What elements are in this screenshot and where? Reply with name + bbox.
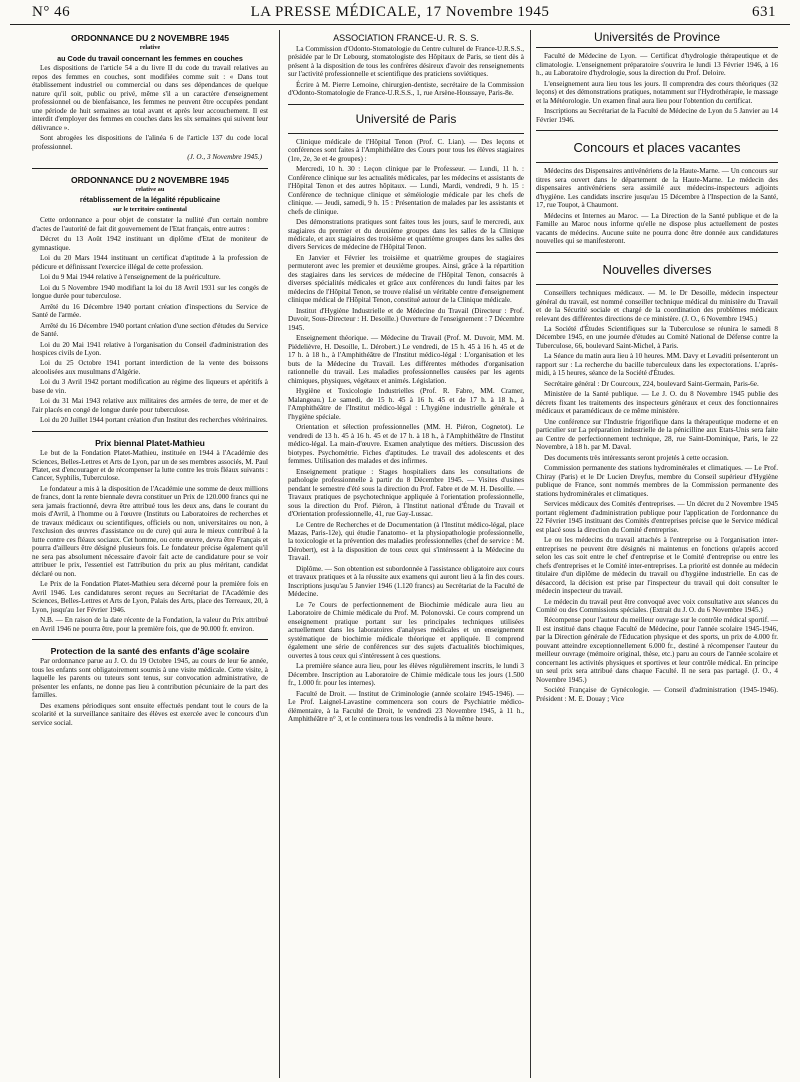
list-item: Loi du 25 Octobre 1941 portant interdiction de la vente des boissons alcoolisées aux musulmans d'Algérie. [32, 359, 268, 376]
article-body: Médecins et Internes au Maroc. — La Direction de la Santé publique et de la Famille au Maroc nous informe qu'elle ne dispose plus actuellement de postes vacants de médecins. Aucune suite ne pourra donc être donnée aux candidatures nouvelles qui se manifesteront. [536, 211, 778, 246]
article-body: Inscriptions au Secrétariat de la Faculté de Médecine de Lyon du 5 Janvier au 14 Février 1946. [536, 107, 778, 124]
article-body: Le but de la Fondation Platet-Mathieu, instituée en 1944 à l'Académie des Sciences, Belles-Lettres et Arts de Lyon, par un de ses membres associés, M. Paul Platet, est d'encourager et de récompenser la lutte contre les trois fléaux suivants : Cancer, Syphilis, Tuberculose. [32, 449, 268, 483]
article-body: La Commission d'Odonto-Stomatologie du Centre culturel de France-U.R.S.S., présidée par le Dr Lebourg, stomatologiste des Hôpitaux de Paris, se tient dès à présent à la disposition de tous les confrères désireux d'avoir des renseignements sur l'activité professionnelle et scientifique des praticiens soviétiques. [288, 44, 524, 79]
article-body: Les dispositions de l'article 54 a du livre II du code du travail relatives au repos des femmes en couches, sont modifiées comme suit : « Dans tout établissement industriel ou commercial ou dans ses dépendances de quelque nature qu'il soit, public ou privé, même s'il a un caractère d'enseignement professionnel ou de bienfaisance, les femmes ne peuvent être occupées pendant une période de huit semaines au total avant et après leur accouchement. Il est interdit d'employer des femmes en couches dans les six semaines qui suivent leur délivrance ». [32, 64, 268, 132]
list-item: Loi du 3 Avril 1942 portant modification au régime des liqueurs et apéritifs à base de vin. [32, 378, 268, 395]
list-item: Décret du 13 Août 1942 instituant un diplôme d'Etat de moniteur de gymnastique. [32, 235, 268, 252]
article-subtitle: au Code du travail concernant les femmes en couches [57, 53, 243, 63]
article-body: Mercredi, 10 h. 30 : Leçon clinique par le Professeur. — Lundi, 11 h. : Conférence clinique sur les actualités médicales, par les médecins et assistants de l'Hôpital Tenon et des autres hôpitaux. — Lundi, Mardi, vendredi, 9 h. 15 : Conférence de technique clinique et séméiologie médicale par les chefs de clinique. — Jeudi, samedi, 9 h. 15 : Présentation de malades par les assistants et chefs de clinique. [288, 165, 524, 216]
article-france-urss [288, 33, 524, 98]
article-body: Faculté de Droit. — Institut de Criminologie (année scolaire 1945-1946). — Le Prof. Laignel-Lavastine commencera son cours de Psychiatrie médico-élémentaire, à la Faculté de Droit, le vendredi 23 Novembre 1945, à 11 h., Amphithéâtre n° 3, et le continuera tous les vendredis à la même heure. [288, 689, 524, 724]
column-left [32, 30, 268, 1078]
article-universites-province [536, 52, 778, 124]
article-body: Le ou les médecins du travail attachés à l'entreprise ou à l'organisation inter-entreprises ne peuvent être désignés ni maintenus en fonctions qu'après accord selon les cas soit entre le chef d'entreprise et le Comité d'entreprise ou entre les chefs d'entreprises et le Comité inter-entreprises. La priorité est donnée au médecin titulaire d'un diplôme de médecin du travail ou d'hygiène industrielle. En cas de désaccord, la décision est prise par l'inspecteur du travail qui doit consulter le médecin inspecteur du travail. [536, 536, 778, 596]
section-header [288, 104, 524, 134]
section-title: Universités de Province [536, 30, 778, 48]
article-body: Institut d'Hygiène Industrielle et de Médecine du Travail (Directeur : Prof. Duvoir, Sous-Directeur : H. Desoille.) Ouverture de l'enseignement : 7 Décembre 1945. [288, 306, 524, 332]
journal-title: LA PRESSE MÉDICALE, 17 Novembre 1945 [250, 4, 550, 20]
article-body: Commission permanente des stations hydrominérales et climatiques. — Le Prof. Chiray (Paris) et le Dr Lucien Dreyfus, membre du Conseil supérieur d'Hygiène publique de France, sont nommés membres de la Commission permanente des stations hydrominérales et climatiques. [536, 464, 778, 498]
article-body: Enseignement pratique : Stages hospitaliers dans les consultations de pathologie professionnelle à partir du 8 Décembre 1945. — Visites d'usines pendant le semestre d'été sous la direction du Prof. Fabre et de M. H. Desoille. — Travaux pratiques de psychotechnique appliquée à l'orientation professionnelle, sous la direction du Prof. Piéron, à l'Institut national d'Étude du Travail et d'Orientation professionnelle, 41, rue Gay-Lussac. [288, 467, 524, 519]
article-nouvelles [536, 289, 778, 703]
article-protection-enfants [32, 646, 268, 727]
article-body: L'enseignement aura lieu tous les jours. Il comprendra des cours théoriques (32 leçons) et des démonstrations pratiques, notamment sur l'Hydrothérapie, le massage et la Météorologie. Un examen final aura lieu pour l'obtention du certificat. [536, 79, 778, 105]
article-body: Par ordonnance parue au J. O. du 19 Octobre 1945, au cours de leur 6e année, tous les enfants sont obligatoirement soumis à une visite médicale. Cette visite, à laquelle les parents ou tuteurs sont tenus, sur convocation administrative, de présenter les enfants, ne donne pas lieu à contribution pécuniaire de la part des familles. [32, 657, 268, 700]
article-body: Cette ordonnance a pour objet de constater la nullité d'un certain nombre d'actes de l'autorité de fait dit gouvernement de l'Etat français, entre autres : [32, 216, 268, 233]
section-title: Université de Paris [355, 111, 457, 126]
article-body: Des examens périodiques sont ensuite effectués pendant tout le cours de la scolarité et la surveillance sanitaire des élèves est exercée avec le concours d'un service social. [32, 701, 268, 727]
article-body: Le 7e Cours de perfectionnement de Biochimie médicale aura lieu au Laboratoire de Chimie médicale du Prof. M. Polonovski. Ce cours comprend un enseignement pratique portant sur les principales techniques utilisées actuellement dans les laboratoires d'analyses médicales et un enseignement systématique de biochimie médicale théorique et appliquée. Il comprend également une série de conférences sur des sujets d'actualités biochimiques, ouvertes à tous ceux qui s'intéressent à ces questions. [288, 600, 524, 660]
column-divider [279, 30, 280, 1078]
section-header [536, 130, 778, 163]
list-item: Loi du 9 Mai 1944 relative à l'enseignement de la puériculture. [40, 273, 221, 282]
article-body: Écrire à M. Pierre Lemoine, chirurgien-dentiste, secrétaire de la Commission d'Odonto-Stomatologie de France-U.R.S.S., 1, rue Arsène-Houssaye, Paris-8e. [288, 80, 524, 98]
section-header [536, 252, 778, 285]
list-item: Arrêté du 16 Décembre 1940 portant création d'une section d'études du Service de Santé. [32, 321, 268, 339]
article-body: Faculté de Médecine de Lyon. — Certificat d'hydrologie thérapeutique et de climatologie. L'enseignement préparatoire s'ouvrira le lundi 13 Février 1946, à 16 h., au Laboratoire d'hydrologie, sous la direction du Prof. Deloire. [536, 52, 778, 78]
article-body: Hygiène et Toxicologie Industrielles (Prof. R. Fabre, MM. Cramer, Malangeau.) Le samedi, de 15 h. 45 à 16 h. 45 et de 17 h. à 18 h., à l'Amphithéâtre de l'Institut médico-légal : L'hygiène industrielle générale et l'hygiène spéciale. [288, 387, 524, 421]
list-item: Loi du 20 Juillet 1944 portant création d'un Institut des recherches vétérinaires. [40, 416, 268, 425]
article-title: Prix biennal Platet-Mathieu [95, 437, 205, 448]
divider [32, 639, 268, 640]
article-body: Sont abrogées les dispositions de l'alinéa 6 de l'article 137 du code local professionnel. [32, 134, 268, 151]
article-body: Diplôme. — Son obtention est subordonnée à l'assistance obligatoire aux cours et travaux pratiques et à la réussite aux examens qui auront lieu à la fin des cours. Inscriptions jusqu'au 5 Janvier 1946 (1.120 francs) au Secrétariat de la Faculté de Médecine. [288, 564, 524, 599]
article-body: Médecins des Dispensaires antivénériens de la Haute-Marne. — Un concours sur titres sera ouvert dans le département de la Haute-Marne. Le médecin des dispensaires antivénériens sera assimilé aux médecins-inspecteurs adjoints d'hygiène. Les candidats inscrire jusqu'au 15 Décembre à l'Inspection de la Santé, 17, rue Toupot, à Chaumont. [536, 167, 778, 210]
article-title: ORDONNANCE DU 2 NOVEMBRE 1945 [70, 33, 230, 43]
article-body: Enseignement théorique. — Médecine du Travail (Prof. M. Duvoir, MM. M. Piédelièvre, H. Desoille, L. Dérobert.) Le vendredi, de 15 h. 45 à 16 h. 45 et de 17 h. à 18 h., à l'Amphithéâtre de l'Institut médico-légal : L'organisation et les buts de la Médecine du Travail. Les différentes méthodes d'organisation rationnelle du travail. Les maladies professionnelles causées par les agents chimiques, physiques, végétaux et animés. Législation. [288, 334, 524, 385]
article-body: Des documents très intéressants seront projetés à cette occasion. [544, 453, 729, 462]
list-item: Loi du 20 Mai 1941 relative à l'organisation du Conseil d'administration des hospices civils de Lyon. [32, 340, 268, 357]
article-body: Ministère de la Santé publique. — Le J. O. du 8 Novembre 1945 publie des décrets fixant les traitements des inspecteurs généraux et ceux des fonctionnaires médicaux et paramédicaux de ce même ministère. [536, 390, 778, 416]
page-label: N° 46 [32, 4, 71, 20]
section-title: Concours et places vacantes [573, 140, 741, 156]
article-body: Une conférence sur l'Industrie frigorifique dans la thérapeutique moderne et en particulier sur La préparation industrielle de la pénicilline aux Etats-Unis sera faite au Centre de perfectionnement technique, 28, rue Saint-Dominique, Paris, le 22 Novembre, à 18 h. par M. Daval. [536, 417, 778, 452]
article-source: (J. O., 3 Novembre 1945.) [187, 153, 262, 162]
page-number: 631 [752, 4, 776, 20]
divider [32, 431, 268, 432]
section-title: Nouvelles diverses [602, 261, 712, 277]
article-title: ORDONNANCE DU 2 NOVEMBRE 1945 [70, 174, 230, 185]
article-subtitle: relative au [135, 185, 165, 193]
article-body: En Janvier et Février les troisième et quatrième groupes de stagiaires permuteront avec les premier et deuxième groupes. Ainsi, grâce à la répartition des stagiaires dans les services de médecine de l'Hôpital Tenon, consacrés à diverses spécialités médicales et grâce aux conférences du lundi faites par les médecins de l'Hôpital Tenon, se trouve réalisé un véritable centre d'enseignement clinique médical de l'Hôpital Tenon, constitué autour de la Clinique médicale. [288, 253, 524, 305]
article-body: Le médecin du travail peut être convoqué avec voix consultative aux séances du Comité ou des Commissions spéciales. (Extrait du J. O. du 6 Novembre 1945.) [536, 597, 778, 614]
list-item: Loi du 5 Novembre 1940 modifiant la loi du 18 Avril 1931 sur les congés de longue durée pour tuberculose. [32, 283, 268, 301]
article-subtitle: sur le territoire continental [113, 205, 187, 213]
article-body: Clinique médicale de l'Hôpital Tenon (Prof. C. Lian). — Des leçons et conférences sont faites à l'Amphithéâtre des Cours pour tous les élèves stagiaires (1re, 2e, 3e et 4e groupes) : [288, 137, 524, 163]
article-subtitle: relative [139, 44, 161, 52]
list-item: Loi du 20 Mars 1944 instituant un certificat d'aptitude à la profession de pédicure et définissant l'exercice illégal de cette profession. [32, 254, 268, 271]
list-item: Arrêté du 16 Décembre 1940 portant création d'inspections du Service de Santé de l'armée. [32, 302, 268, 320]
article-title: ASSOCIATION FRANCE-U. R. S. S. [333, 33, 479, 43]
divider [32, 168, 268, 169]
article-concours [536, 167, 778, 245]
article-body: Secrétaire général : Dr Courcoux, 224, boulevard Saint-Germain, Paris-6e. [544, 379, 759, 388]
article-body: Le Centre de Recherches et de Documentation (à l'Institut médico-légal, place Mazas, Paris-12e), qui étudie l'anatomo- et la physiopathologie professionnelle, la toxicologie et la prévention des maladies professionnelles (chef de service : M. Dérobert), est à la disposition de tous ceux qui s'intéressent à la Médecine du Travail. [288, 520, 524, 563]
article-universite-paris [288, 138, 524, 724]
article-ordonnance-legalite [32, 175, 268, 425]
article-body: Services médicaux des Comités d'entreprises. — Un décret du 2 Novembre 1945 portant règlement d'administration publique pour l'application de l'ordonnance du 22 Février 1945 instituant des Comités d'entreprises précise que le Service médical est placé sous la direction du Comité d'entreprise. [536, 500, 778, 534]
article-body: La Séance du matin aura lieu à 10 heures. MM. Davy et Levaditi présenteront un rapport sur : La recherche du bacille tuberculeux dans les expectorations. L'après-midi, à 15 heures, séance de la Société d'Études. [536, 352, 778, 378]
article-body: Récompense pour l'auteur du meilleur ouvrage sur le contrôle médical sportif. — Il est institué dans chaque Faculté de Médecine, pour l'année scolaire 1945-1946, par la Direction générale de l'Education physique et des sports, un prix de 4.000 fr. pouvant atteindre exceptionnellement 6.000 fr., destiné à récompenser l'auteur du meilleur ouvrage (mémoire original, thèse, etc.) paru au cours de l'année scolaire et concernant les activités physiques et sportives et leur contrôle médical. En principe un seul prix sera attribué dans chaque Faculté. Il ne sera pas partagé. (J. O., 4 Novembre 1945.) [536, 616, 778, 684]
article-body: N.B. — En raison de la date récente de la Fondation, la valeur du Prix attribué en Avril 1946 ne pourra être, pour la première fois, que de 90.000 fr. environ. [32, 616, 268, 633]
article-title: Protection de la santé des enfants d'âge scolaire [50, 646, 250, 657]
article-prix-platet-mathieu [32, 438, 268, 633]
article-body: Le fondateur a mis à la disposition de l'Académie une somme de deux millions de francs, dont la rente biennale devra constituer un Prix de 120.000 francs qui ne sera jamais fractionné, devra être attribué tous les deux ans, dans le courant du mois d'Avril, à l'homme ou à l'œuvre (Instituts ou Laboratoires de recherches et de travaux médicaux ou scientifiques, officiels ou non, universitaires ou non, à l'exclusion des œuvres d'assistance ou de cure) qui aura le mieux contribué à la lutte contre ces fléaux sociaux. Cet homme, ou cette œuvre, devra être Français et pourra d'ailleurs être désigné plusieurs fois. Le fondateur précise également qu'il ne sera pas absolument nécessaire d'avoir fait acte de candidature pour se voir attribuer le prix, l'essentiel est l'attribution du prix au plus méritant, candidat déclaré ou non. [32, 484, 268, 578]
article-body: La Société d'Études Scientifiques sur la Tuberculose se réunira le samedi 8 Décembre 1945, en une journée d'études au Comité National de Défense contre la Tuberculose, 66, boulevard Saint-Michel, à Paris. [536, 324, 778, 350]
article-body: Des démonstrations pratiques sont faites tous les jours, sauf le mercredi, aux stagiaires du premier et du deuxième groupes dans les salles de la Clinique médicale, et aux stagiaires des troisième et quatrième groupes dans les salles des divers Services de médecine de l'Hôpital Tenon. [288, 218, 524, 252]
column-middle [288, 30, 524, 1078]
article-ordonnance-femmes [32, 33, 268, 162]
list-item: Loi du 31 Mai 1943 relative aux militaires des armées de terre, de mer et de l'air placés en congé de longue durée pour tuberculose. [32, 397, 268, 414]
article-body: Société Française de Gynécologie. — Conseil d'administration (1945-1946). Président : M. E. Douay ; Vice [536, 686, 778, 703]
article-body: Orientation et sélection professionnelles (MM. H. Piéron, Cognetot). Le vendredi de 13 h. 45 à 16 h. 45 et de 17 h. à 18 h., à l'Amphithéâtre de l'Institut médico-légal. La main-d'œuvre. Examen analytique des métiers. Discussion des biotypes. Psychométrie. Fiches d'aptitudes. Le travail des adolescents et des femmes. Utilisation des malades et des infirmes. [288, 423, 524, 466]
article-body: La première séance aura lieu, pour les élèves régulièrement inscrits, le lundi 3 Décembre. Inscription au Laboratoire de Chimie médicale tous les jours (1.500 fr., 1.000 fr. pour les internes). [288, 662, 524, 688]
column-divider [530, 30, 531, 1078]
article-body: Conseillers techniques médicaux. — M. le Dr Desoille, médecin inspecteur général du travail, est nommé conseiller technique médical du ministère du Travail et de la Sécurité sociale et chargé de la coordination des problèmes médicaux relevant des différentes directions de ce ministère. (J. O., 6 Novembre 1945.) [536, 289, 778, 323]
article-body: Le Prix de la Fondation Platet-Mathieu sera décerné pour la première fois en Avril 1946. Les candidatures seront reçues au Secrétariat de l'Académie des Sciences, Belles-Lettres et Arts de Lyon, Palais des Arts, place des Terreaux, 20, à Lyon, jusqu'au 1er Février 1946. [32, 580, 268, 614]
column-right [536, 30, 778, 1078]
article-subtitle: rétablissement de la légalité républicaine [79, 195, 221, 205]
masthead [10, 2, 790, 25]
